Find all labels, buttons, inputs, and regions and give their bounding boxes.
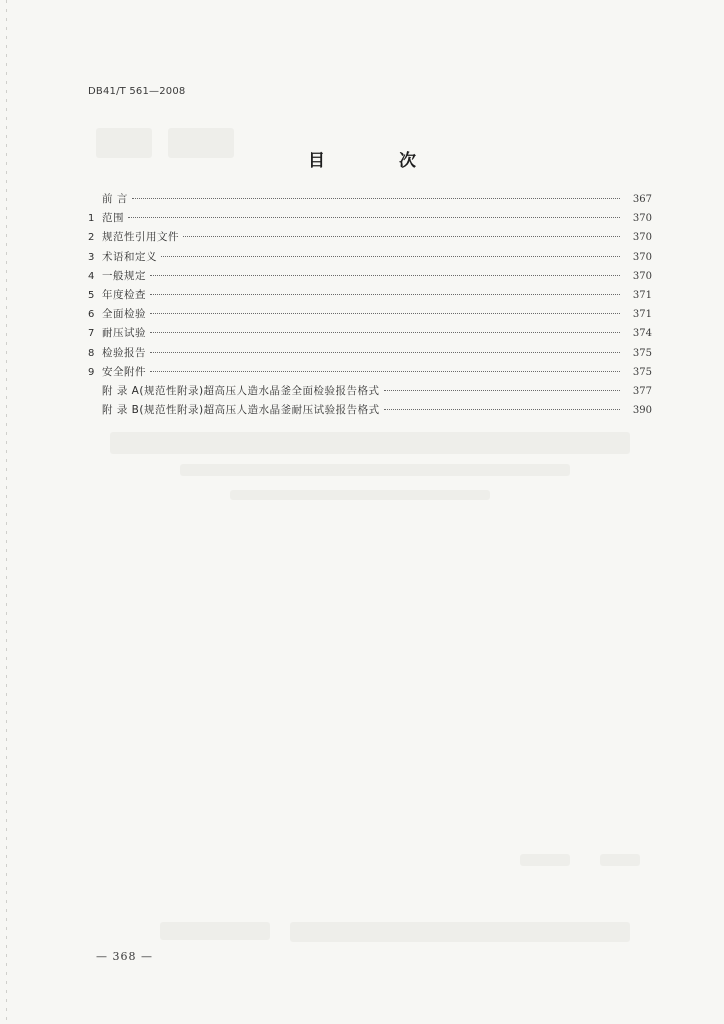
toc-entry-label: 耐压试验 xyxy=(102,327,146,340)
toc-entry-number: 2 xyxy=(88,232,95,244)
toc-entry-page: 371 xyxy=(632,289,652,301)
bleed-through-mark xyxy=(520,854,570,866)
toc-entry-page: 370 xyxy=(632,270,652,282)
toc-entry[interactable] xyxy=(88,383,652,402)
toc-entry-label: 附 录 B(规范性附录)超高压人造水晶釜耐压试验报告格式 xyxy=(102,404,380,417)
toc-entry-page: 377 xyxy=(632,385,652,397)
standard-code: DB41/T 561—2008 xyxy=(88,86,186,97)
bleed-through-mark xyxy=(160,922,270,940)
toc-entry[interactable] xyxy=(88,364,652,383)
toc-entry[interactable] xyxy=(88,210,652,229)
toc-entry-number: 6 xyxy=(88,309,95,321)
toc-entry-label: 安全附件 xyxy=(102,365,146,378)
toc-entry-label: 规范性引用文件 xyxy=(102,231,179,244)
toc-entry-label: 检验报告 xyxy=(102,346,146,359)
toc-leader-dots xyxy=(132,198,620,199)
toc-entry-page: 370 xyxy=(632,251,652,263)
toc-entry[interactable] xyxy=(88,287,652,306)
toc-leader-dots xyxy=(150,371,620,372)
table-of-contents xyxy=(88,191,652,421)
toc-entry-label: 范围 xyxy=(102,212,124,225)
toc-entry-label: 附 录 A(规范性附录)超高压人造水晶釜全面检验报告格式 xyxy=(102,384,380,397)
toc-entry-page: 375 xyxy=(632,366,652,378)
toc-entry[interactable] xyxy=(88,402,652,421)
toc-entry[interactable] xyxy=(88,249,652,268)
toc-entry[interactable] xyxy=(88,229,652,248)
toc-leader-dots xyxy=(150,332,620,333)
toc-entry[interactable] xyxy=(88,268,652,287)
toc-entry[interactable] xyxy=(88,191,652,210)
toc-entry-label: 一般规定 xyxy=(102,269,146,282)
toc-leader-dots xyxy=(150,294,620,295)
toc-entry-page: 367 xyxy=(632,194,652,205)
toc-entry-label: 年度检查 xyxy=(102,288,146,301)
bleed-through-mark xyxy=(110,432,630,454)
bleed-through-mark xyxy=(230,490,490,500)
toc-entry-number: 8 xyxy=(88,347,95,359)
toc-entry[interactable] xyxy=(88,306,652,325)
toc-entry-number: 3 xyxy=(88,251,95,263)
bleed-through-mark xyxy=(600,854,640,866)
toc-leader-dots xyxy=(161,256,620,257)
toc-entry-page: 370 xyxy=(632,232,652,244)
toc-entry[interactable] xyxy=(88,325,652,344)
page-title: 目 次 xyxy=(308,151,450,171)
toc-entry-page: 371 xyxy=(632,309,652,321)
toc-entry-label: 前 言 xyxy=(102,193,128,205)
toc-leader-dots xyxy=(183,236,620,237)
toc-entry-number: 7 xyxy=(88,328,95,340)
toc-entry[interactable] xyxy=(88,345,652,364)
toc-leader-dots xyxy=(150,313,620,314)
toc-entry-number: 4 xyxy=(88,270,95,282)
toc-entry-page: 375 xyxy=(632,347,652,359)
bleed-through-mark xyxy=(180,464,570,476)
toc-leader-dots xyxy=(384,409,620,410)
page-number: — 368 — xyxy=(96,950,153,963)
toc-entry-label: 全面检验 xyxy=(102,308,146,321)
toc-entry-label: 术语和定义 xyxy=(102,250,157,263)
toc-leader-dots xyxy=(150,352,620,353)
toc-entry-page: 370 xyxy=(632,213,652,225)
toc-leader-dots xyxy=(128,217,620,218)
toc-leader-dots xyxy=(384,390,620,391)
toc-entry-number: 5 xyxy=(88,289,95,301)
toc-entry-number: 1 xyxy=(88,213,95,225)
toc-entry-page: 390 xyxy=(632,405,652,417)
toc-leader-dots xyxy=(150,275,620,276)
bleed-through-mark xyxy=(290,922,630,942)
toc-entry-page: 374 xyxy=(632,328,652,340)
toc-entry-number: 9 xyxy=(88,366,95,378)
